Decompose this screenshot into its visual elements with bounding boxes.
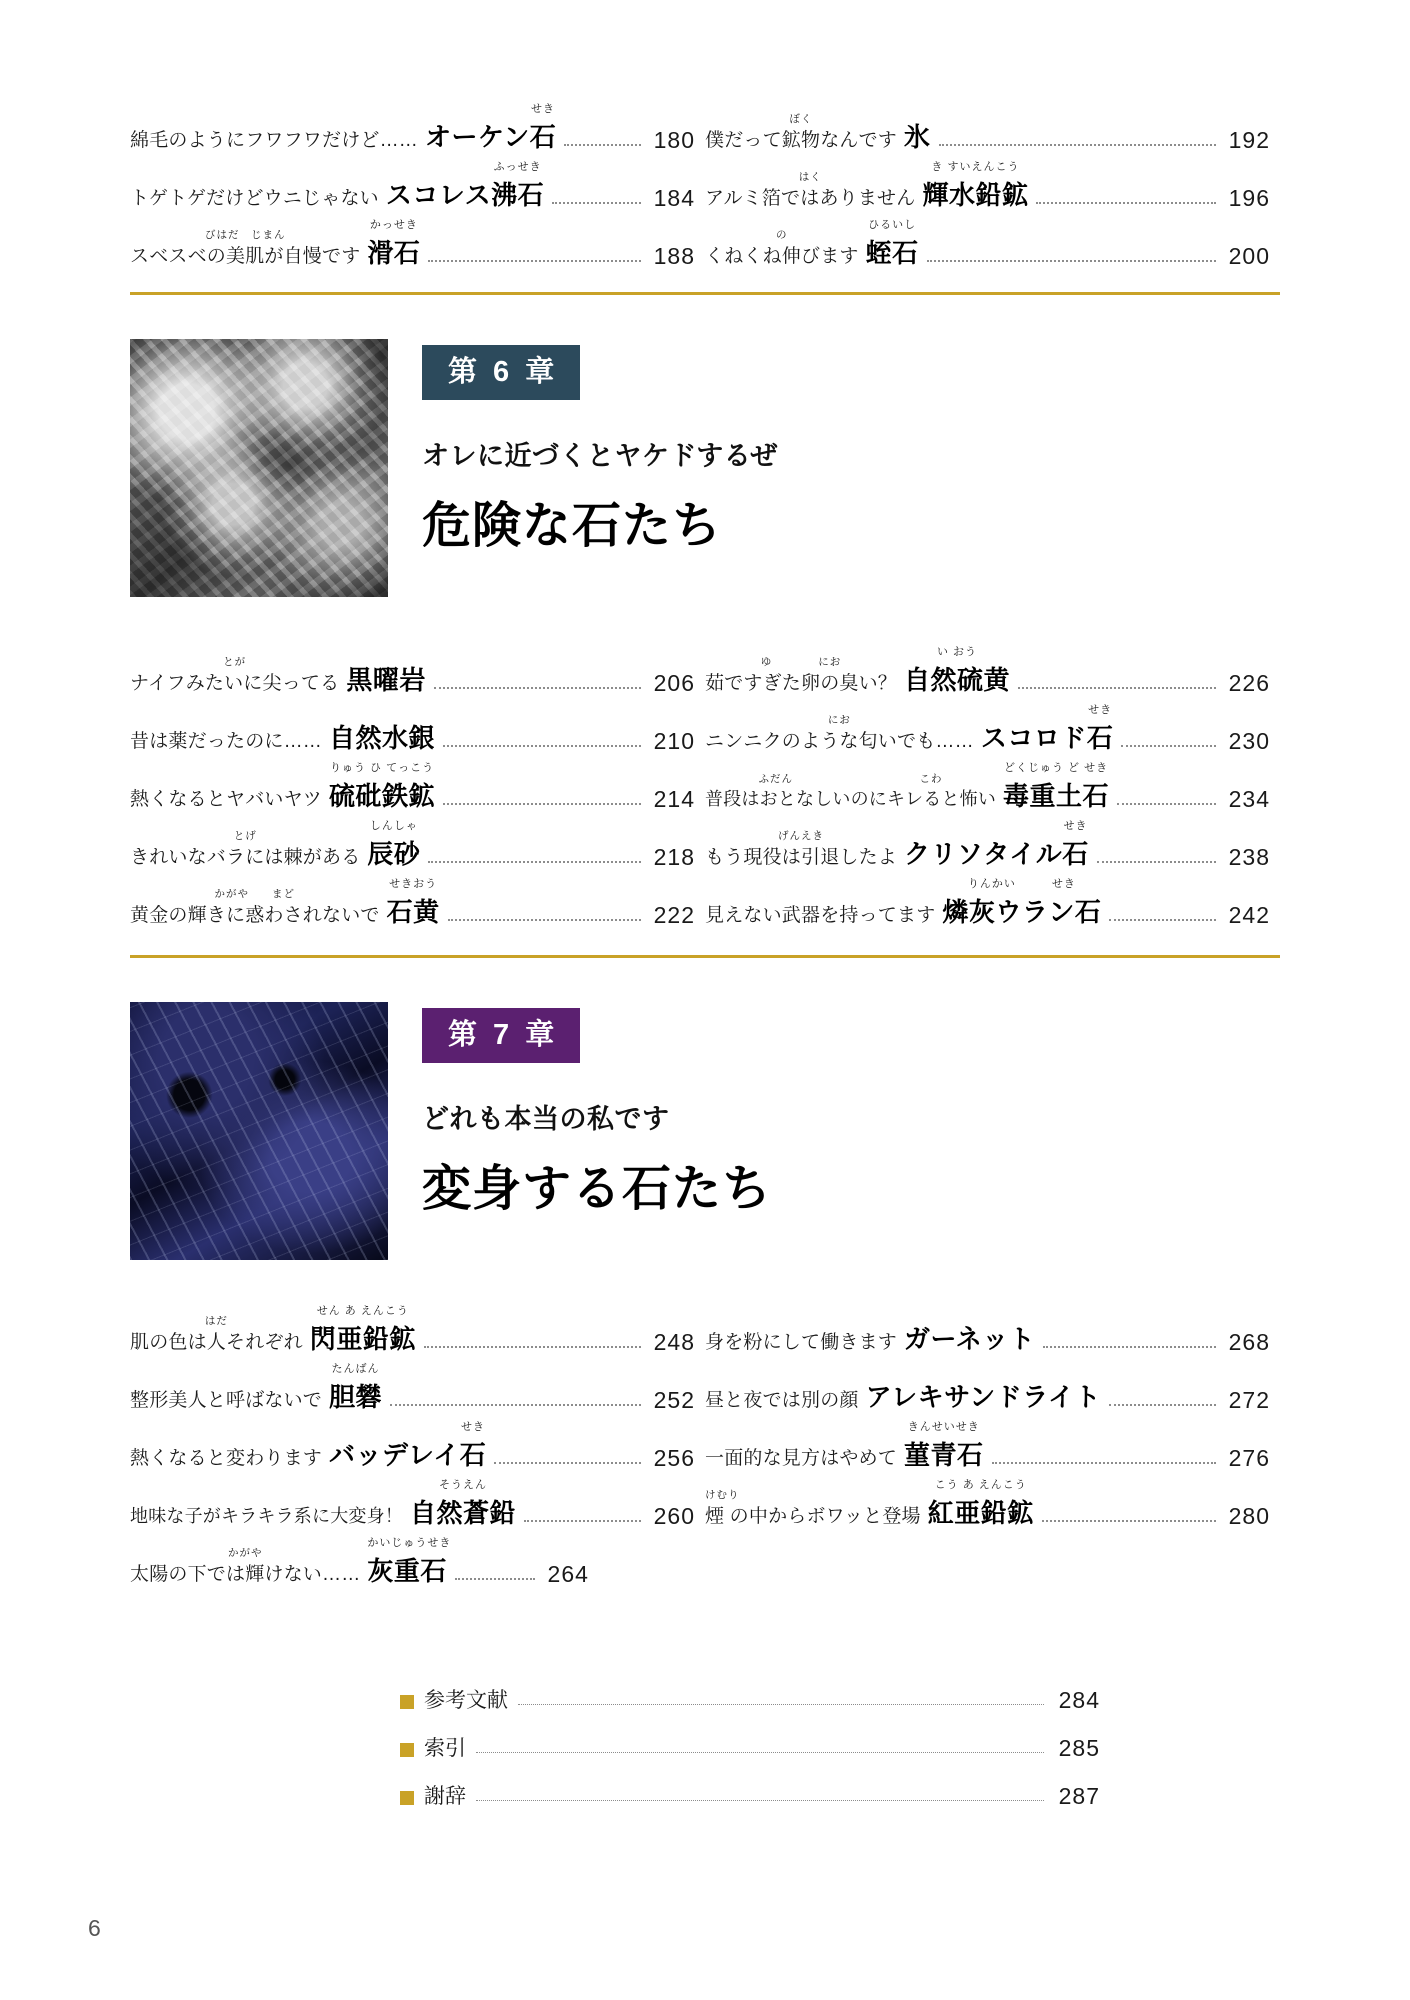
toc-column-right <box>705 96 1270 270</box>
toc-entry-lead: 身を粉にして働きます <box>705 1332 898 1353</box>
chapter-7-badge: 第 7 章 <box>422 1008 580 1063</box>
toc-entry[interactable] <box>705 813 1270 871</box>
toc-entry-term: 辰砂 しんしゃ <box>367 834 420 871</box>
ruby-text: かがや まど <box>214 888 296 900</box>
leader-dots <box>428 259 641 262</box>
toc-top-group <box>0 0 1410 270</box>
chapter-block-6 <box>130 339 1410 597</box>
toc-entry-lead: 熱くなると変わります <box>130 1448 323 1469</box>
ruby-text: びはだ じまん <box>204 229 286 241</box>
toc-entry-term: 菫青石 きんせいせき <box>904 1435 984 1472</box>
toc-entry-page: 238 <box>1228 844 1270 870</box>
toc-entry-lead: 昼と夜では別の顔 <box>705 1390 859 1411</box>
leader-dots <box>390 1403 641 1406</box>
toc-column-left <box>130 96 695 270</box>
toc-entry-lead: くねくね伸びます の <box>705 229 859 267</box>
toc-entry-text <box>130 219 421 270</box>
toc-entry-text <box>705 1319 1035 1356</box>
ruby-text: そうえん <box>439 1479 487 1491</box>
toc-entry-text <box>130 103 557 154</box>
toc-entry-page: 188 <box>653 243 695 269</box>
leader-dots <box>443 802 641 805</box>
toc-entry-term: 灰重石 かいじゅうせき <box>367 1551 447 1588</box>
leader-dots <box>476 1799 1044 1801</box>
toc-entry-text <box>130 1421 487 1472</box>
ruby-text: かっせき <box>369 219 418 231</box>
toc-entry-text <box>130 820 421 871</box>
toc-entry-lead: 黄金の輝きに惑わされないで かがや まど <box>130 888 380 926</box>
toc-entry[interactable] <box>705 1356 1270 1414</box>
leader-dots <box>434 686 641 689</box>
toc-entry[interactable] <box>130 1298 695 1356</box>
toc-entry-lead: アルミ箔ではありません はく <box>705 171 916 209</box>
ruby-text: き すいえんこう <box>931 161 1020 173</box>
toc-entry-term: 輝水鉛鉱 き すいえんこう <box>922 175 1028 212</box>
toc-entry[interactable] <box>400 1762 1100 1810</box>
toc-entry[interactable] <box>705 755 1270 813</box>
chapter-6-thumbnail <box>130 339 388 597</box>
toc-entry-term: 石黄 せきおう <box>387 892 440 929</box>
toc-entry[interactable] <box>705 1298 1270 1356</box>
toc-entry-lead: もう現役は引退したよ げんえき <box>705 830 898 868</box>
ruby-text: はだ <box>204 1315 228 1327</box>
toc-column-left <box>130 639 695 929</box>
toc-entry-text <box>130 762 436 813</box>
chapter-6-entries <box>0 639 1410 929</box>
toc-entry-page: 226 <box>1228 670 1270 696</box>
ruby-text: ぼく <box>789 113 813 125</box>
toc-entry-text <box>130 1305 416 1356</box>
toc-entry-term: 滑石 かっせき <box>367 233 420 270</box>
square-bullet-icon <box>400 1791 414 1805</box>
toc-entry[interactable] <box>400 1714 1100 1762</box>
ruby-text: しんしゃ <box>369 820 418 832</box>
page-number: 6 <box>88 1915 101 1941</box>
toc-entry-label: 索引 <box>424 1737 466 1760</box>
ruby-text: とげ <box>233 830 257 842</box>
toc-entry-page: 234 <box>1228 786 1270 812</box>
toc-entry-text <box>705 1377 1101 1414</box>
toc-entry[interactable] <box>130 1472 695 1530</box>
square-bullet-icon <box>400 1695 414 1709</box>
toc-entry-label: 謝辞 <box>424 1785 466 1808</box>
toc-entry-text <box>705 878 1102 929</box>
ruby-text: かいじゅうせき <box>367 1537 452 1549</box>
toc-entry-text <box>130 1537 452 1588</box>
toc-entry[interactable] <box>130 639 695 697</box>
toc-entry-text <box>130 1363 383 1414</box>
toc-entry-page: 200 <box>1228 243 1270 269</box>
ruby-text: こう あ えんこう <box>934 1479 1027 1491</box>
toc-entry-term: 自然硫黄 い おう <box>904 660 1010 697</box>
section-divider <box>130 955 1280 958</box>
ruby-text: りんかい せき <box>967 878 1076 890</box>
ruby-text: げんえき <box>778 830 824 842</box>
toc-entry-page: 276 <box>1228 1445 1270 1471</box>
ruby-text: せき <box>1088 704 1113 716</box>
toc-entry-term: スコロド石 せき <box>981 718 1114 755</box>
toc-entry-term: ガーネット <box>904 1324 1036 1354</box>
toc-entry-text <box>705 113 931 154</box>
toc-entry-term: 自然蒼鉛 そうえん <box>410 1493 516 1530</box>
toc-entry-term: アレキサンドライト <box>865 1382 1101 1412</box>
toc-entry[interactable] <box>130 871 695 929</box>
leader-dots <box>939 143 1216 146</box>
toc-entry-term: 胆礬 たんばん <box>329 1377 382 1414</box>
leader-dots <box>476 1751 1044 1753</box>
toc-entry-lead: きれいなバラには棘がある とげ <box>130 830 361 868</box>
toc-entry-page: 184 <box>653 185 695 211</box>
ruby-text: どくじゅう ど せき <box>1003 762 1109 774</box>
toc-entry[interactable] <box>130 755 695 813</box>
toc-entry-page: 218 <box>653 844 695 870</box>
toc-entry-page: 284 <box>1058 1687 1100 1713</box>
leader-dots <box>428 860 641 863</box>
ruby-text: ひるいし <box>868 219 917 231</box>
toc-entry[interactable] <box>130 1356 695 1414</box>
toc-entry-page: 285 <box>1058 1735 1100 1761</box>
toc-entry[interactable] <box>705 1472 1270 1530</box>
toc-entry-text <box>130 718 435 755</box>
leader-dots <box>1117 802 1216 805</box>
leader-dots <box>443 744 641 747</box>
chapter-7-subtitle: どれも本当の私です <box>422 1104 670 1134</box>
ruby-text: せきおう <box>389 878 438 890</box>
chapter-6-body <box>422 339 778 557</box>
toc-entry-lead: 肌の色は人それぞれ はだ <box>130 1315 303 1353</box>
ruby-text: せき <box>1063 820 1088 832</box>
toc-entry-text <box>130 161 545 212</box>
toc-entry-lead: ニンニクのような匂いでも…… にお <box>705 714 974 752</box>
ruby-text: りゅう ひ てっこう <box>329 762 435 774</box>
ruby-text: せん あ えんこう <box>316 1305 409 1317</box>
ruby-text: たんばん <box>331 1363 380 1375</box>
leader-dots <box>494 1461 641 1464</box>
toc-entry-lead: 見えない武器を持ってます <box>705 905 936 926</box>
toc-entry-term: 硫砒鉄鉱 りゅう ひ てっこう <box>329 776 435 813</box>
leader-dots <box>448 918 641 921</box>
leader-dots <box>1043 1345 1216 1348</box>
toc-entry-page: 210 <box>653 728 695 754</box>
ruby-text: せき <box>460 1421 485 1433</box>
toc-entry-page: 280 <box>1228 1503 1270 1529</box>
toc-entry-text <box>130 878 440 929</box>
ruby-text: ゆ にお <box>760 656 842 668</box>
toc-entry-text <box>705 704 1114 755</box>
toc-entry-lead: 僕だって鉱物なんです ぼく <box>705 113 898 151</box>
toc-entry[interactable] <box>705 96 1270 154</box>
toc-entry-text <box>705 1479 1034 1530</box>
toc-entry-term: 自然水銀 <box>329 723 436 753</box>
toc-entry-text <box>705 219 919 270</box>
ruby-text: い おう <box>936 646 978 658</box>
leader-dots <box>552 201 641 204</box>
chapter-6-badge: 第 6 章 <box>422 345 580 400</box>
toc-entry[interactable] <box>130 96 695 154</box>
toc-entry-term: バッデレイ石 せき <box>329 1435 486 1472</box>
toc-entry-text <box>705 646 1011 697</box>
ruby-text: かがや <box>227 1547 263 1559</box>
toc-entry-lead: 太陽の下では輝けない…… かがや <box>130 1547 361 1585</box>
toc-entry-term: 閃亜鉛鉱 せん あ えんこう <box>310 1319 416 1356</box>
toc-entry-page: 206 <box>653 670 695 696</box>
toc-entry-text <box>705 762 1110 813</box>
chapter-7-entries <box>0 1298 1410 1588</box>
leader-dots <box>455 1577 535 1580</box>
leader-dots <box>1036 201 1216 204</box>
toc-entry-term: 氷 <box>904 122 931 152</box>
leader-dots <box>1121 744 1216 747</box>
back-matter-list <box>400 1666 1100 1810</box>
toc-entry-page: 272 <box>1228 1387 1270 1413</box>
chapter-7-thumbnail <box>130 1002 388 1260</box>
leader-dots <box>992 1461 1216 1464</box>
toc-entry-page: 214 <box>653 786 695 812</box>
toc-entry-lead: 地味な子がキラキラ系に大変身！ <box>130 1506 403 1526</box>
toc-entry[interactable] <box>130 154 695 212</box>
leader-dots <box>927 259 1216 262</box>
toc-entry-page: 248 <box>653 1329 695 1355</box>
toc-entry-term: 黒曜岩 <box>346 665 426 695</box>
leader-dots <box>1097 860 1216 863</box>
toc-entry-page: 230 <box>1228 728 1270 754</box>
toc-entry-page: 287 <box>1058 1783 1100 1809</box>
ruby-text: はく <box>798 171 822 183</box>
toc-column-left <box>130 1298 695 1588</box>
toc-entry-text <box>705 161 1029 212</box>
chapter-7-title: 変身する石たち <box>422 1162 773 1216</box>
ruby-text: とが <box>223 656 247 668</box>
toc-entry-lead: スベスベの美肌が自慢です びはだ じまん <box>130 229 361 267</box>
toc-entry-text <box>705 1421 984 1472</box>
toc-entry-page: 222 <box>653 902 695 928</box>
toc-entry-page: 252 <box>653 1387 695 1413</box>
toc-entry[interactable] <box>705 212 1270 270</box>
toc-entry-term: クリソタイル石 せき <box>904 834 1089 871</box>
leader-dots <box>1109 1403 1216 1406</box>
toc-entry[interactable] <box>705 154 1270 212</box>
toc-entry-lead: 一面的な見方はやめて <box>705 1448 898 1469</box>
ruby-text: けむり <box>705 1489 740 1501</box>
toc-entry-term: スコレス沸石 ふっせき <box>386 175 544 212</box>
toc-entry[interactable] <box>130 697 695 755</box>
toc-entry[interactable] <box>130 1530 695 1588</box>
toc-entry-page: 260 <box>653 1503 695 1529</box>
leader-dots <box>424 1345 641 1348</box>
toc-entry-term: 燐灰ウラン石 りんかい せき <box>942 892 1101 929</box>
toc-entry[interactable] <box>130 813 695 871</box>
toc-entry-page: 264 <box>547 1561 589 1587</box>
toc-entry[interactable] <box>400 1666 1100 1714</box>
chapter-7-body <box>422 1002 772 1220</box>
toc-column-right <box>705 1298 1270 1588</box>
toc-entry-page: 268 <box>1228 1329 1270 1355</box>
toc-entry-lead: 煙 けむり の中からボワッと登場 <box>705 1489 921 1527</box>
toc-entry[interactable] <box>130 212 695 270</box>
leader-dots <box>564 143 641 146</box>
chapter-6-subtitle: オレに近づくとヤケドするぜ <box>422 441 778 471</box>
toc-entry-text <box>705 820 1089 871</box>
square-bullet-icon <box>400 1743 414 1757</box>
toc-entry-lead: 昔は薬だったのに…… <box>130 731 323 752</box>
toc-entry-lead: 熱くなるとヤバいヤツ <box>130 789 323 810</box>
toc-entry[interactable] <box>705 871 1270 929</box>
toc-entry-label: 参考文献 <box>424 1689 508 1712</box>
toc-entry-lead: 普段はおとなしいのにキレると怖い ふだん こわ <box>705 773 997 809</box>
toc-entry-text <box>130 656 426 697</box>
toc-entry-lead: トゲトゲだけどウニじゃない <box>130 188 379 209</box>
toc-entry-page: 192 <box>1228 127 1270 153</box>
toc-entry-lead: 茹ですぎた卵の臭い？ ゆ にお <box>705 656 898 694</box>
toc-entry-term: 紅亜鉛鉱 こう あ えんこう <box>928 1493 1034 1530</box>
leader-dots <box>1109 918 1216 921</box>
leader-dots <box>1018 686 1216 689</box>
toc-entry-page: 256 <box>653 1445 695 1471</box>
ruby-text: ふっせき <box>493 161 542 173</box>
chapter-block-7 <box>130 1002 1410 1260</box>
toc-entry-term: オーケン石 せき <box>425 117 556 154</box>
ruby-text: にお <box>827 714 851 726</box>
section-divider <box>130 292 1280 295</box>
leader-dots <box>1042 1519 1216 1522</box>
ruby-text: きんせいせき <box>907 1421 980 1433</box>
toc-entry-lead: 綿毛のようにフワフワだけど…… <box>130 130 419 151</box>
toc-entry[interactable] <box>130 1414 695 1472</box>
chapter-6-title: 危険な石たち <box>422 499 723 553</box>
toc-entry-lead: 整形美人と呼ばないで <box>130 1390 323 1411</box>
toc-entry-term: 毒重土石 どくじゅう ど せき <box>1003 776 1109 813</box>
leader-dots <box>524 1519 641 1522</box>
toc-entry-term: 蛭石 ひるいし <box>866 233 919 270</box>
toc-entry-page: 242 <box>1228 902 1270 928</box>
toc-entry-text <box>130 1479 517 1530</box>
toc-entry-lead: ナイフみたいに尖ってる とが <box>130 656 340 694</box>
toc-entry-page: 180 <box>653 127 695 153</box>
toc-entry-page: 196 <box>1228 185 1270 211</box>
toc-entry[interactable] <box>705 639 1270 697</box>
leader-dots <box>518 1703 1044 1705</box>
ruby-text: ふだん こわ <box>758 773 943 785</box>
ruby-text: の <box>776 229 788 241</box>
ruby-text: せき <box>530 103 555 115</box>
toc-column-right <box>705 639 1270 929</box>
toc-entry[interactable] <box>705 1414 1270 1472</box>
toc-entry[interactable] <box>705 697 1270 755</box>
